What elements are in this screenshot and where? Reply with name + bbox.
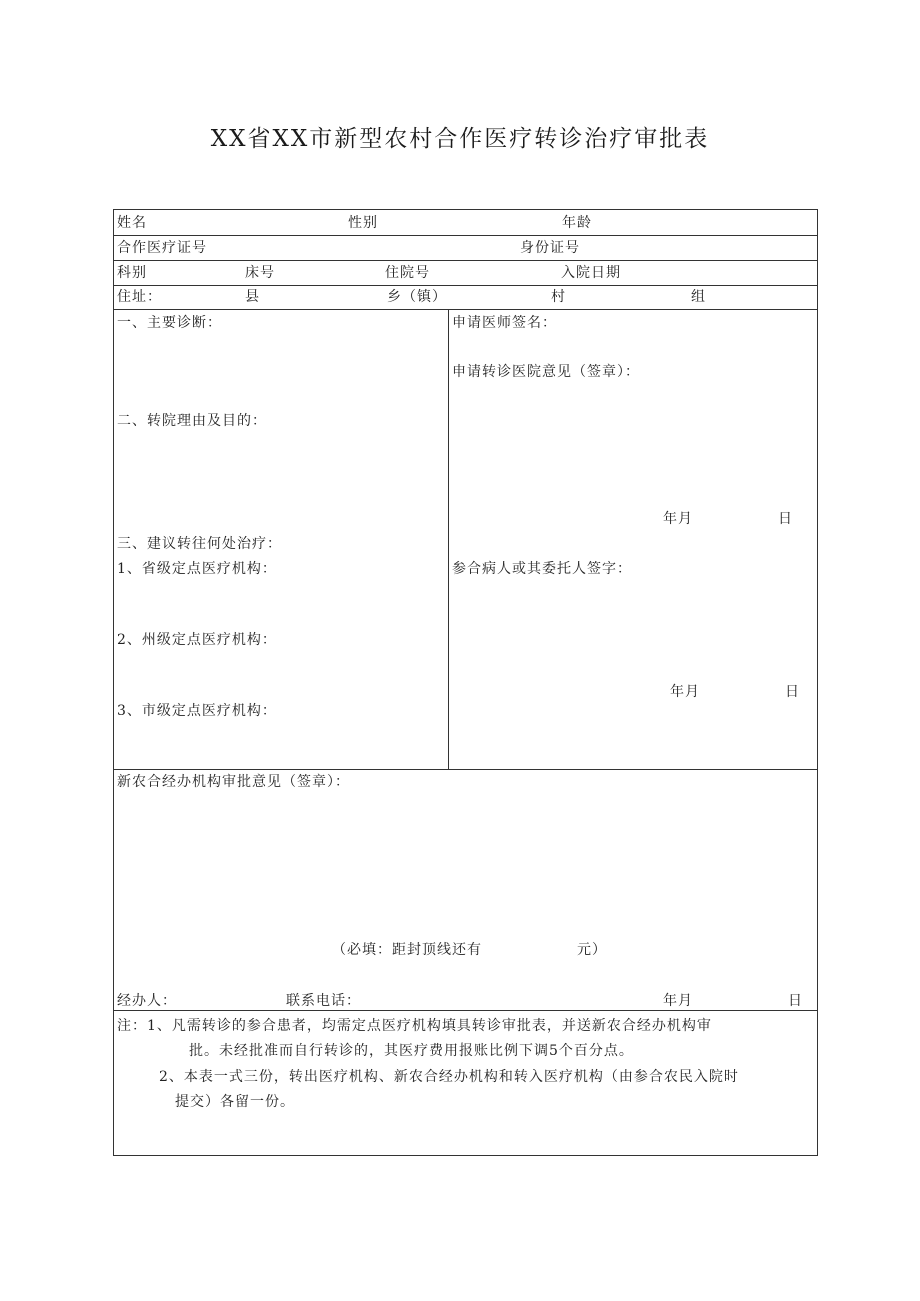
bed-label: 床号 — [245, 265, 275, 281]
patient-signature-label: 参合病人或其委托人签字： — [452, 561, 632, 577]
suggest-label: 三、建议转往何处治疗： — [117, 536, 282, 552]
date-year-month: 年月 — [663, 993, 693, 1009]
hospital-opinion-label: 申请转诊医院意见（签章）： — [452, 364, 640, 380]
transfer-reason-label: 二、转院理由及目的： — [117, 413, 267, 429]
date-day: 日 — [788, 993, 803, 1009]
approval-opinion-label: 新农合经办机构审批意见（签章）： — [117, 774, 350, 790]
phone-label: 联系电话： — [286, 993, 361, 1009]
note-line: 注：1、凡需转诊的参合患者，均需定点医疗机构填具转诊审批表，并送新农合经办机构审 — [117, 1018, 712, 1034]
township-label: 乡（镇） — [387, 289, 447, 305]
note-line: 2、本表一式三份，转出医疗机构、新农合经办机构和转入医疗机构（由参合农民入院时 — [159, 1069, 739, 1085]
address-label: 住址： — [117, 289, 162, 305]
prefecture-hospital-label: 2、州级定点医疗机构： — [117, 632, 277, 648]
name-label: 姓名 — [117, 215, 147, 231]
date-day: 日 — [785, 684, 800, 700]
row-divider — [114, 260, 817, 261]
row-divider — [114, 769, 817, 770]
date-day: 日 — [778, 511, 793, 527]
id-card-label: 身份证号 — [520, 240, 580, 256]
row-divider — [114, 1010, 817, 1011]
age-label: 年龄 — [562, 215, 592, 231]
note-line: 批。未经批准而自行转诊的，其医疗费用报账比例下调5个百分点。 — [189, 1043, 634, 1059]
approval-form — [113, 209, 818, 1156]
doctor-signature-label: 申请医师签名： — [452, 315, 557, 331]
diagnosis-label: 一、主要诊断： — [117, 315, 222, 331]
city-hospital-label: 3、市级定点医疗机构： — [117, 703, 277, 719]
department-label: 科别 — [117, 265, 147, 281]
date-year-month: 年月 — [663, 511, 693, 527]
row-divider — [114, 285, 817, 286]
gender-label: 性别 — [348, 215, 378, 231]
yuan-label: 元） — [577, 942, 607, 958]
cap-remaining-label: （必填：距封顶线还有 — [332, 942, 482, 958]
province-hospital-label: 1、省级定点医疗机构： — [117, 561, 277, 577]
note-line: 提交）各留一份。 — [175, 1094, 295, 1110]
row-divider — [114, 309, 817, 310]
page-title: XX省XX市新型农村合作医疗转诊治疗审批表 — [210, 126, 710, 152]
row-divider — [114, 235, 817, 236]
column-divider — [448, 309, 449, 769]
date-year-month: 年月 — [670, 684, 700, 700]
admission-no-label: 住院号 — [385, 265, 430, 281]
village-label: 村 — [551, 289, 566, 305]
handler-label: 经办人： — [117, 993, 177, 1009]
county-label: 县 — [245, 289, 260, 305]
admission-date-label: 入院日期 — [561, 265, 621, 281]
insurance-id-label: 合作医疗证号 — [117, 240, 207, 256]
group-label: 组 — [691, 289, 706, 305]
